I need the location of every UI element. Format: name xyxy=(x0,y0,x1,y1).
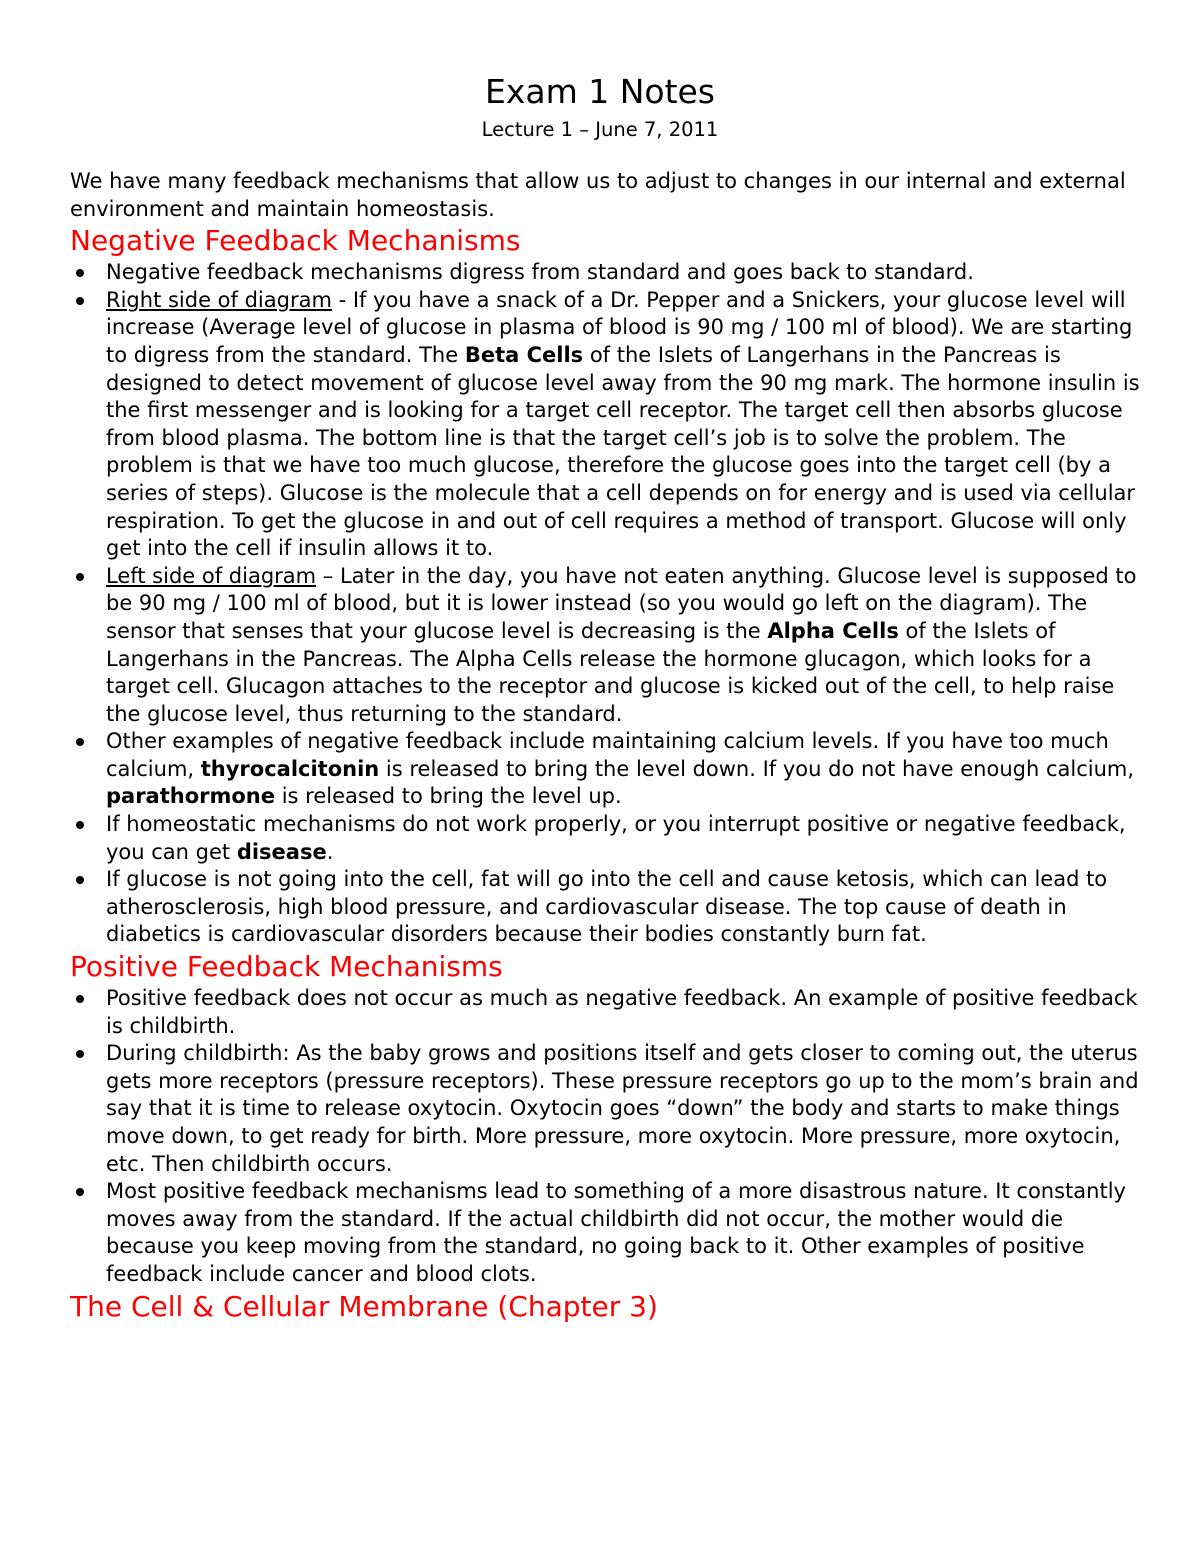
bullet-text: If glucose is not going into the cell, fat will go into the cell and cause ketosis, which can lead to atherosclerosis, high blood pressure, and cardiovascular disease. The top cause of death in diabetics is cardiovascular disorders because their bodies constantly burn fat. xyxy=(106,867,1108,947)
bullet-text: Positive feedback does not occur as much as negative feedback. An example of positive feedback is childbirth. xyxy=(106,986,1138,1038)
bullet-text: Negative feedback mechanisms digress from standard and goes back to standard. xyxy=(106,260,974,285)
bold-term: disease xyxy=(236,839,327,864)
bullet-text: of the Islets of Langerhans in the Pancreas is designed to detect movement of glucose level away from the 90 mg mark. The hormone insulin is the first messenger and is looking for a target cell receptor. The target cell then absorbs glucose from blood plasma. The bottom line is that the target cell’s job is to solve the problem. The problem is that we have too much glucose, therefore the glucose goes into the target cell (by a series of steps). Glucose is the molecule that a cell depends on for energy and is used via cellular respiration. To get the glucose in and out of cell requires a method of transport. Glucose will only get into the cell if insulin allows it to. xyxy=(106,342,1140,561)
bold-term: thyrocalcitonin xyxy=(200,756,380,781)
list-item xyxy=(106,728,1140,811)
right-side-label: Right side of diagram xyxy=(106,287,332,312)
left-side-label: Left side of diagram xyxy=(106,563,317,588)
bullet-text: is released to bring the level up. xyxy=(275,784,622,809)
bullet-text: - If you have a snack of a Dr. Pepper and a Snickers, your glucose level will increase (Average level of glucose in plasma of blood is 90 mg / 100 ml of blood). We are starting to digress from the standard. The xyxy=(106,287,1133,367)
bullet-text: – Later in the day, you have not eaten anything. Glucose level is supposed to be 90 mg / 100 ml of blood, but it is lower instead (so you would go left on the diagram). The sensor that senses that your glucose level is decreasing is the xyxy=(106,563,1137,643)
list-item xyxy=(106,287,1140,563)
positive-feedback-list xyxy=(70,985,1140,1289)
bold-term: parathormone xyxy=(106,784,276,809)
intro-paragraph: We have many feedback mechanisms that allow us to adjust to changes in our internal and external environment and maintain homeostasis. xyxy=(70,169,1126,221)
list-item xyxy=(106,563,1140,729)
page-title: Exam 1 Notes xyxy=(484,72,716,111)
list-item xyxy=(106,985,1140,1040)
bullet-text: of the Islets of Langerhans in the Pancreas. The Alpha Cells release the hormone glucagon, which looks for a target cell. Glucagon attaches to the receptor and glucose is kicked out of the cell, to help raise the glucose level, thus returning to the standard. xyxy=(106,618,1115,726)
bullet-text: is released to bring the level down. If you do not have enough calcium, xyxy=(379,756,1135,781)
negative-feedback-heading: Negative Feedback Mechanisms xyxy=(70,224,521,258)
lecture-subtitle: Lecture 1 – June 7, 2011 xyxy=(481,118,719,141)
bold-term: Beta Cells xyxy=(464,342,584,367)
bullet-text: Other examples of negative feedback include maintaining calcium levels. If you have too much calcium, xyxy=(106,729,1109,781)
bullet-text: If homeostatic mechanisms do not work properly, or you interrupt positive or negative feedback, you can get xyxy=(106,812,1126,864)
bullet-text: Most positive feedback mechanisms lead to something of a more disastrous nature. It constantly moves away from the standard. If the actual childbirth did not occur, the mother would die because you keep moving from the standard, no going back to it. Other examples of positive feedback include cancer and blood clots. xyxy=(106,1179,1126,1286)
cell-membrane-heading: The Cell & Cellular Membrane (Chapter 3) xyxy=(70,1289,658,1323)
bold-term: Alpha Cells xyxy=(767,618,899,643)
document-body xyxy=(70,168,1140,1325)
list-item xyxy=(106,1178,1140,1288)
list-item xyxy=(106,1040,1140,1178)
negative-feedback-list xyxy=(70,259,1140,949)
bullet-text: During childbirth: As the baby grows and positions itself and gets closer to coming out, the uterus gets more receptors (pressure receptors). These pressure receptors go up to the mom’s brain and say that it is time to release oxytocin. Oxytocin goes “down” the body and starts to make things move down, to get ready for birth. More pressure, more oxytocin. More pressure, more oxytocin, etc. Then childbirth occurs. xyxy=(106,1041,1139,1176)
list-item xyxy=(106,866,1140,949)
list-item xyxy=(106,811,1140,866)
list-item xyxy=(106,259,1140,287)
positive-feedback-heading: Positive Feedback Mechanisms xyxy=(70,950,503,984)
bullet-text: . xyxy=(326,839,334,864)
